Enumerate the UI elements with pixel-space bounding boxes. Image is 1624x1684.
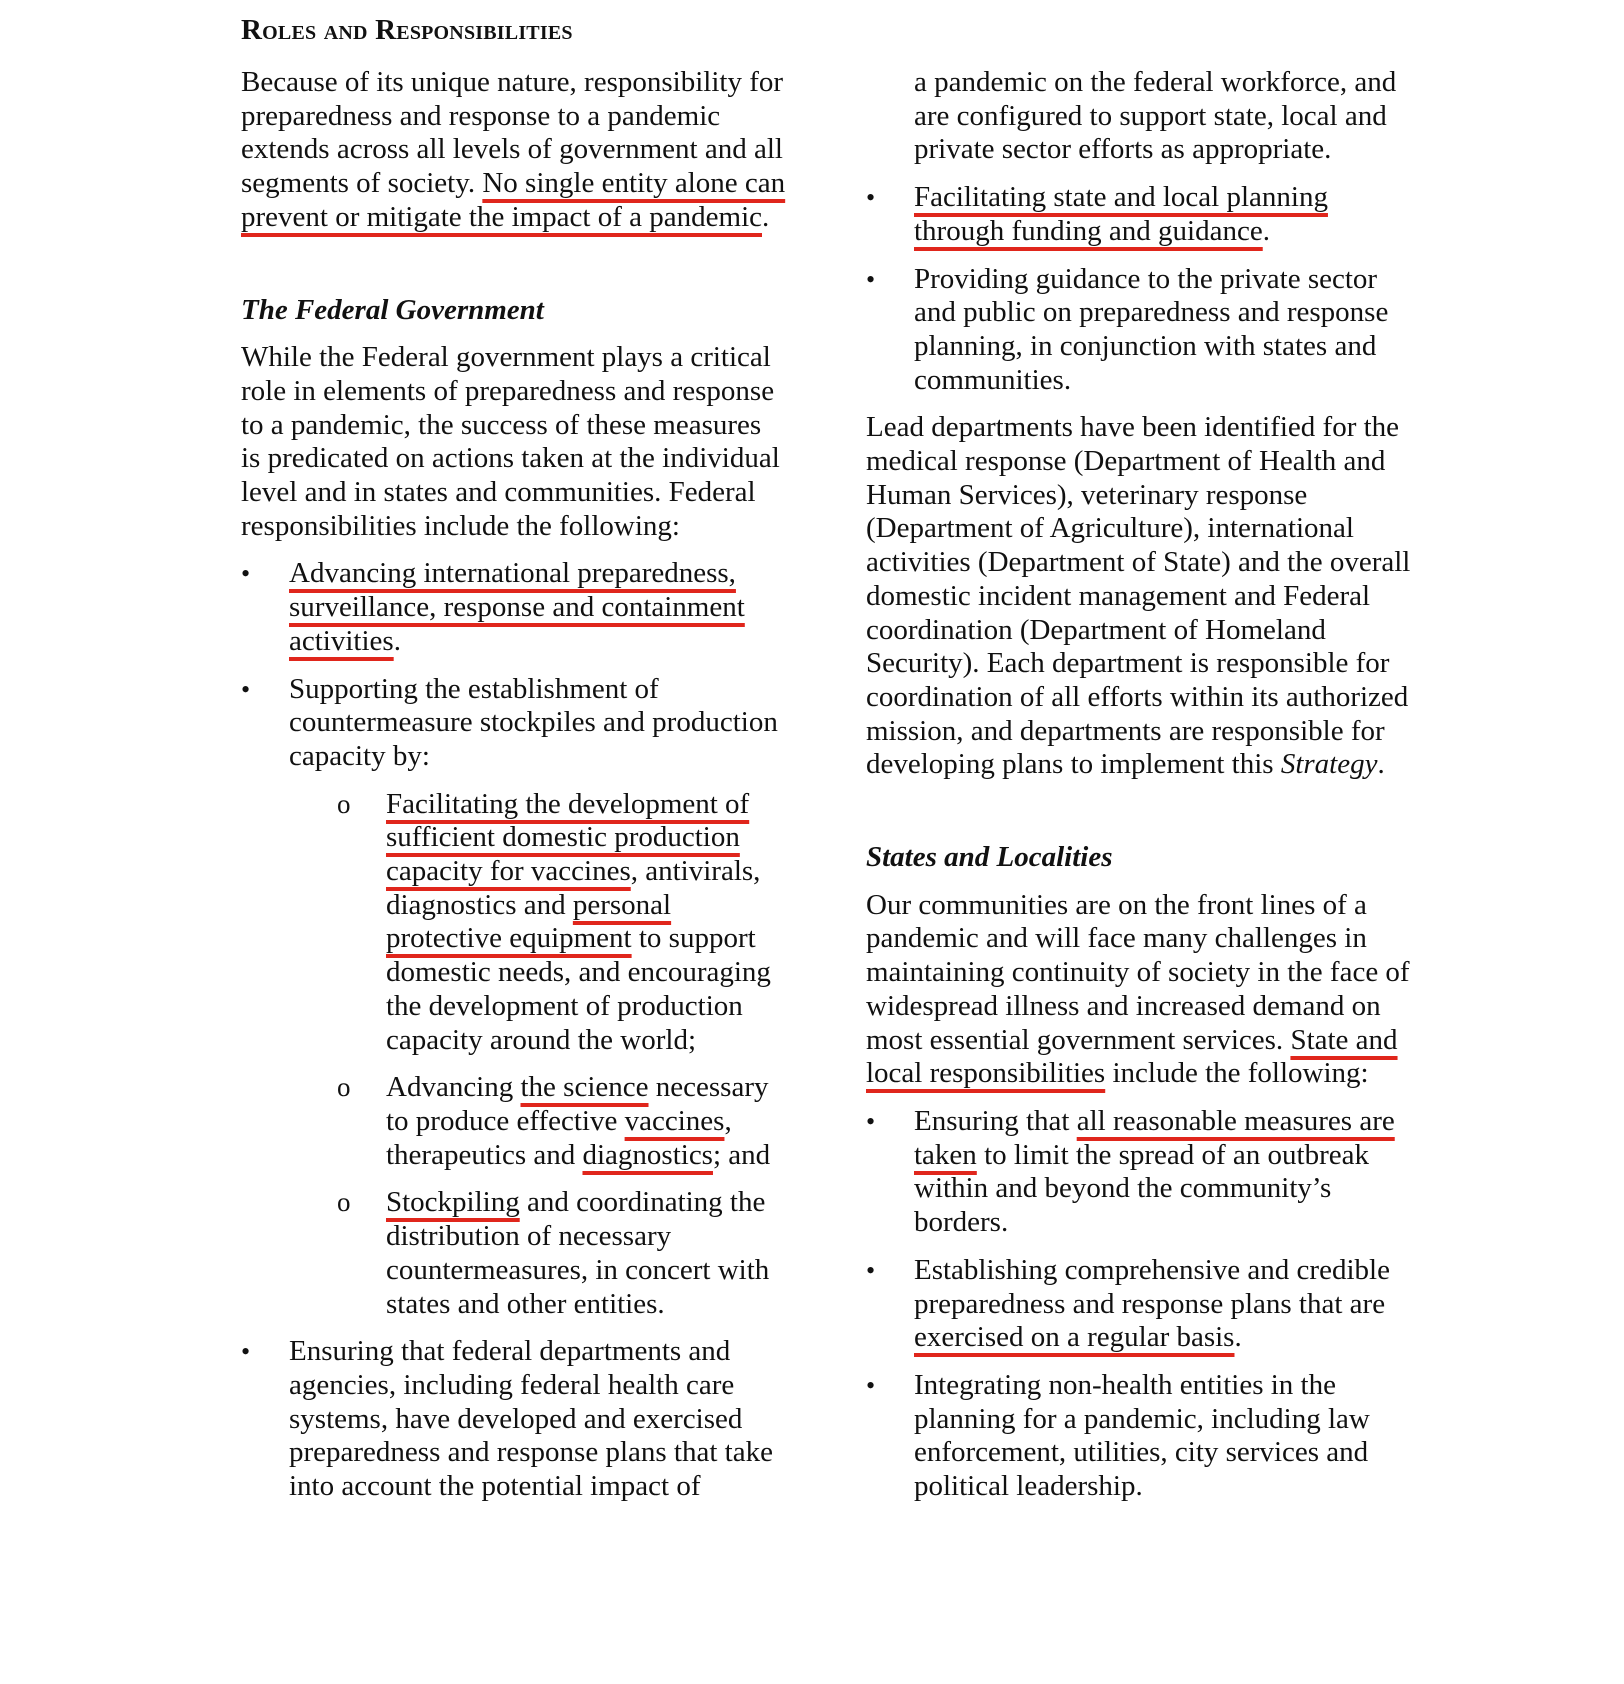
federal-bullet-guidance: [866, 263, 1411, 398]
sub-item-science: [241, 1071, 786, 1172]
sub-underlined-text: personal protective equipment: [386, 888, 672, 955]
bullet-underlined-text: Facilitating state and local planning through funding and guidance: [914, 181, 1328, 247]
bullet-punctuation: .: [1234, 1321, 1242, 1354]
bullet-text: Establishing comprehensive and credible preparedness and response plans that are: [914, 1253, 1390, 1320]
sub-underlined-text: Stockpiling: [386, 1186, 520, 1219]
bullet-text: to limit the spread of an outbreak within and beyond the community’s borders.: [914, 1138, 1370, 1239]
federal-government-heading: The Federal Government: [241, 293, 544, 326]
bullet-text: Integrating non-health entities in the planning for a pandemic, including law enforcement, utilities, city services and political leadership.: [914, 1368, 1370, 1503]
sub-underlined-text: the science: [520, 1071, 649, 1104]
paragraph-punctuation: .: [1377, 748, 1385, 781]
federal-bullet-planning: [866, 181, 1411, 248]
sub-item-stockpiling: [241, 1186, 786, 1321]
intro-underlined-text: No single entity alone can prevent or mitigate the impact of a pandemic: [241, 167, 786, 233]
sub-text: , therapeutics and: [386, 1104, 732, 1171]
lead-departments-paragraph: [866, 411, 1411, 782]
bullet-text: Providing guidance to the private sector and public on preparedness and response planning, in conjunction with states and communities.: [914, 262, 1389, 396]
federal-paragraph: While the Federal government plays a critical role in elements of preparedness and response to a pandemic, the success of these measures is predicated on actions taken at the individual level and in states and communities. Federal responsibilities include the following:: [241, 341, 780, 542]
sub-item-domestic-production: [241, 788, 786, 1058]
left-column: [241, 0, 786, 1504]
sub-text: , antivirals, diagnostics and: [386, 855, 761, 921]
federal-bullet-list-continued: [241, 1335, 786, 1504]
bullet-text: Ensuring that federal departments and agencies, including federal health care systems, have developed and exercised preparedness and response plans that take into account the potential impact of: [289, 1335, 773, 1503]
right-column: [866, 0, 1411, 1504]
section-title: Roles and Responsibilities: [241, 14, 573, 46]
sub-underlined-text: diagnostics: [582, 1138, 713, 1171]
stockpile-sub-list: [241, 788, 786, 1322]
bullet-underlined-text: exercised on a regular basis: [914, 1321, 1235, 1354]
sub-underlined-text: vaccines: [624, 1104, 725, 1137]
sub-text: and coordinating the distribution of necessary countermeasures, in concert with states and other entities.: [386, 1186, 770, 1320]
bullet-text: Ensuring that: [914, 1104, 1077, 1137]
bullet-text: Supporting the establishment of countermeasure stockpiles and production capacity by:: [289, 672, 778, 772]
bullet-punctuation: .: [1262, 214, 1270, 247]
strategy-italic-text: Strategy: [1280, 748, 1378, 781]
sub-text: Advancing: [386, 1071, 521, 1104]
paragraph-underlined-text: State and local responsibilities: [866, 1023, 1398, 1090]
states-bullet-measures: [866, 1105, 1411, 1240]
federal-bullet-stockpiles: [241, 673, 786, 774]
intro-punctuation: .: [762, 200, 770, 233]
federal-bullet-international: [241, 557, 786, 658]
states-paragraph: [866, 889, 1411, 1091]
sub-underlined-text: Facilitating the development of sufficient domestic production capacity for vaccines: [386, 787, 750, 888]
paragraph-text: include the following:: [1105, 1057, 1369, 1090]
intro-paragraph: [241, 66, 786, 235]
paragraph-text: Lead departments have been identified for the medical response (Department of Health and Human Services), veterinary response (Department of Agriculture), international activities (Department of State) and the overall domestic incident management and Federal coordination (Department of Homeland Security). Each department is responsible for coordination of all efforts within its authorized mission, and departments are responsible for developing plans to implement this: [866, 411, 1411, 781]
bullet-underlined-text: all reasonable measures are taken: [914, 1104, 1395, 1171]
states-bullet-non-health: [866, 1369, 1411, 1504]
sub-text: necessary to produce effective: [386, 1071, 769, 1137]
federal-bullet-list: [241, 557, 786, 773]
states-bullet-list: [866, 1105, 1411, 1504]
bullet-underlined-text: Advancing international preparedness, surveillance, response and containment activities: [289, 557, 745, 657]
sub-text: to support domestic needs, and encouraging the development of production capacity around the world;: [386, 922, 771, 1056]
federal-bullet-workforce: [241, 1335, 786, 1504]
federal-bullet-workforce-continued: a pandemic on the federal workforce, and are configured to support state, local and private sector efforts as appropriate.: [914, 66, 1397, 166]
states-localities-heading: States and Localities: [866, 841, 1113, 874]
sub-text: ; and: [712, 1138, 771, 1171]
states-bullet-plans: [866, 1254, 1411, 1355]
paragraph-text: Our communities are on the front lines of a pandemic and will face many challenges in maintaining continuity of society in the face of widespread illness and increased demand on most essential government services.: [866, 888, 1410, 1056]
federal-bullet-list-right: [866, 181, 1411, 397]
bullet-punctuation: .: [393, 624, 401, 657]
intro-text: Because of its unique nature, responsibility for preparedness and response to a pandemic extends across all levels of government and all segments of society.: [241, 66, 784, 200]
